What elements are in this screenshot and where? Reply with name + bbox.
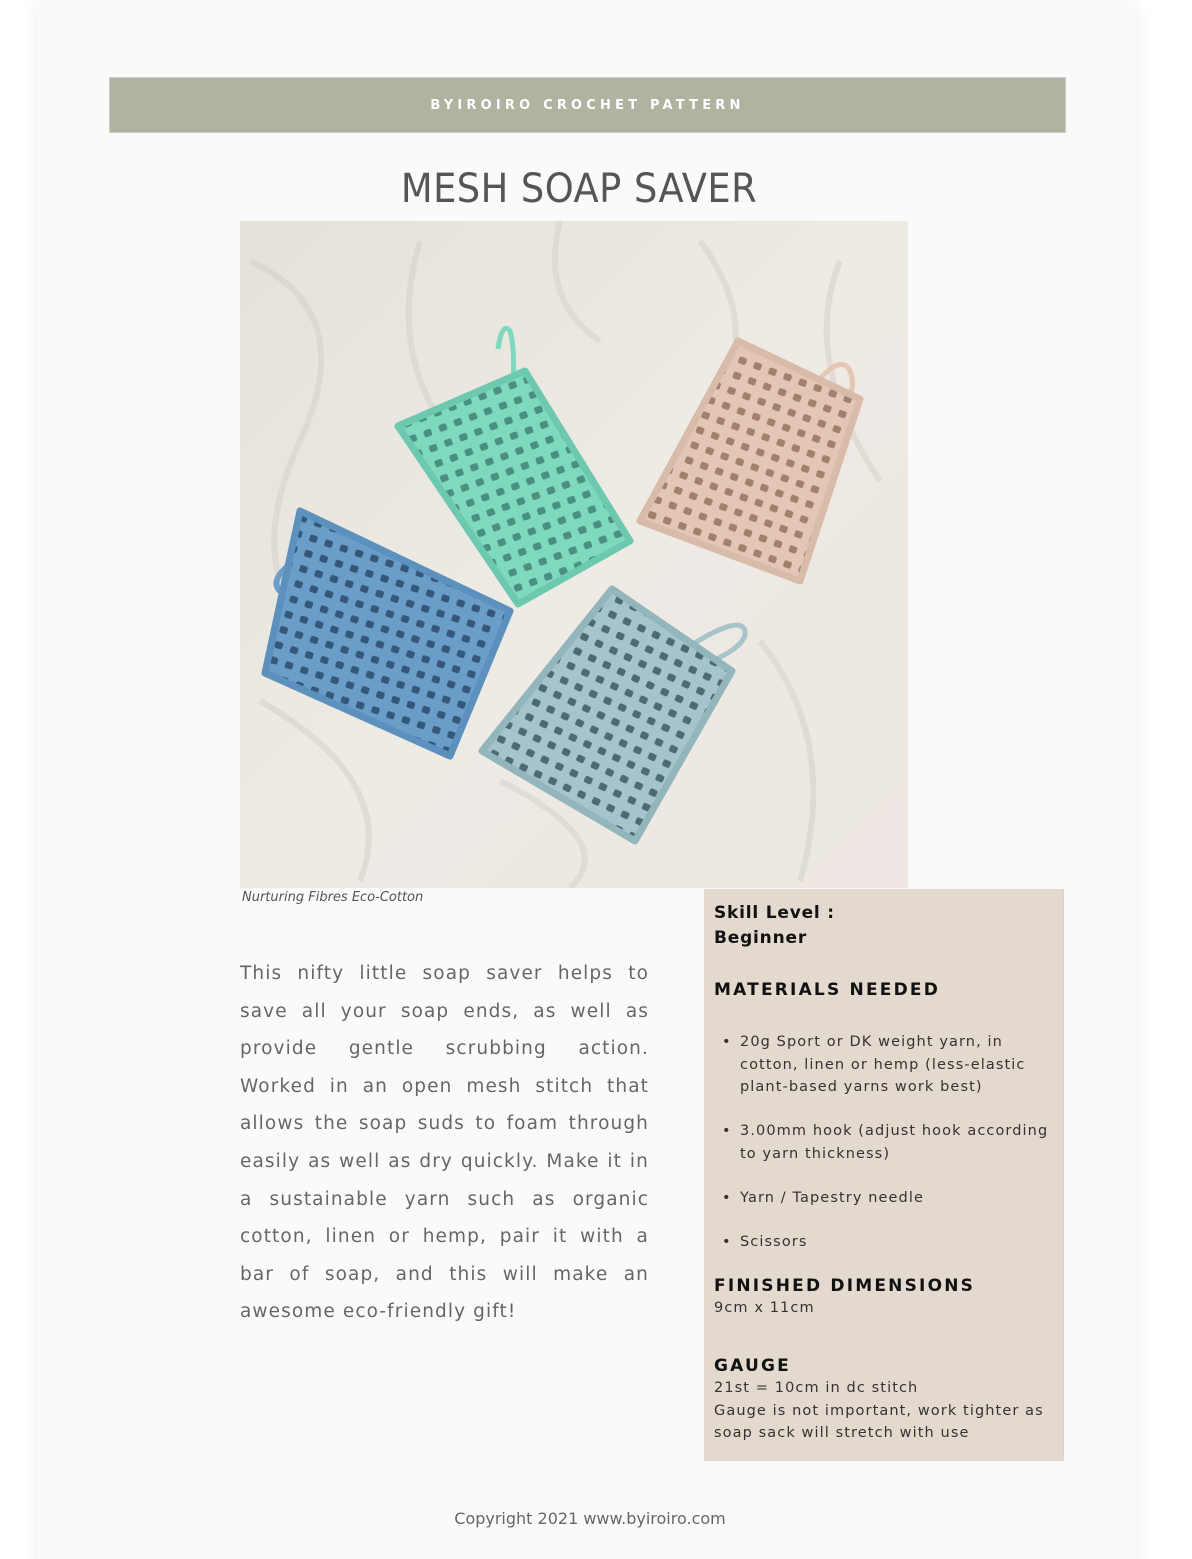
bullet-icon: • — [722, 1034, 732, 1050]
materials-heading: MATERIALS NEEDED — [714, 980, 941, 1000]
pattern-info-panel — [704, 889, 1064, 1461]
materials-list — [714, 1031, 1053, 1253]
intro-paragraph: This nifty little soap saver helps to save all your soap ends, as well as provide gentle scrubbing action. Worked in an open mesh stitch that allows the soap suds to foam through easily as well as dry quickly. Make it in a sustainable yarn such as organic cotton, linen or hemp, pair it with a bar of soap, and this will make an awesome eco-friendly gift! — [240, 963, 649, 1323]
dimensions-value: 9cm x 11cm — [714, 1299, 815, 1316]
gauge-line: Gauge is not important, work tighter as soap sack will stretch with use — [714, 1402, 1044, 1441]
gauge-line: 21st = 10cm in dc stitch — [714, 1380, 919, 1396]
page-title: MESH SOAP SAVER — [400, 166, 758, 212]
materials-item: • Scissors — [720, 1231, 1053, 1254]
copyright-footer: Copyright 2021 www.byiroiro.com — [454, 1509, 726, 1528]
bullet-icon: • — [722, 1123, 732, 1139]
bullet-icon: • — [722, 1233, 732, 1250]
skill-level-label: Skill Level : — [714, 903, 835, 923]
materials-item: • Yarn / Tapestry needle — [720, 1187, 1053, 1210]
bullet-icon: • — [722, 1189, 732, 1206]
materials-item: • 3.00mm hook (adjust hook according to yarn thickness) — [720, 1120, 1053, 1165]
dimensions-heading: FINISHED DIMENSIONS — [714, 1275, 976, 1296]
gauge-heading: GAUGE — [714, 1356, 791, 1376]
materials-item: • 20g Sport or DK weight yarn, in cotton, linen or hemp (less-elastic plant-based yarns work best) — [720, 1031, 1053, 1099]
product-photo — [240, 221, 908, 888]
pattern-banner — [109, 77, 1066, 133]
banner-text: BYIROIRO CROCHET PATTERN — [430, 97, 745, 113]
skill-level-value: Beginner — [714, 928, 808, 948]
photo-caption: Nurturing Fibres Eco-Cotton — [242, 890, 424, 905]
